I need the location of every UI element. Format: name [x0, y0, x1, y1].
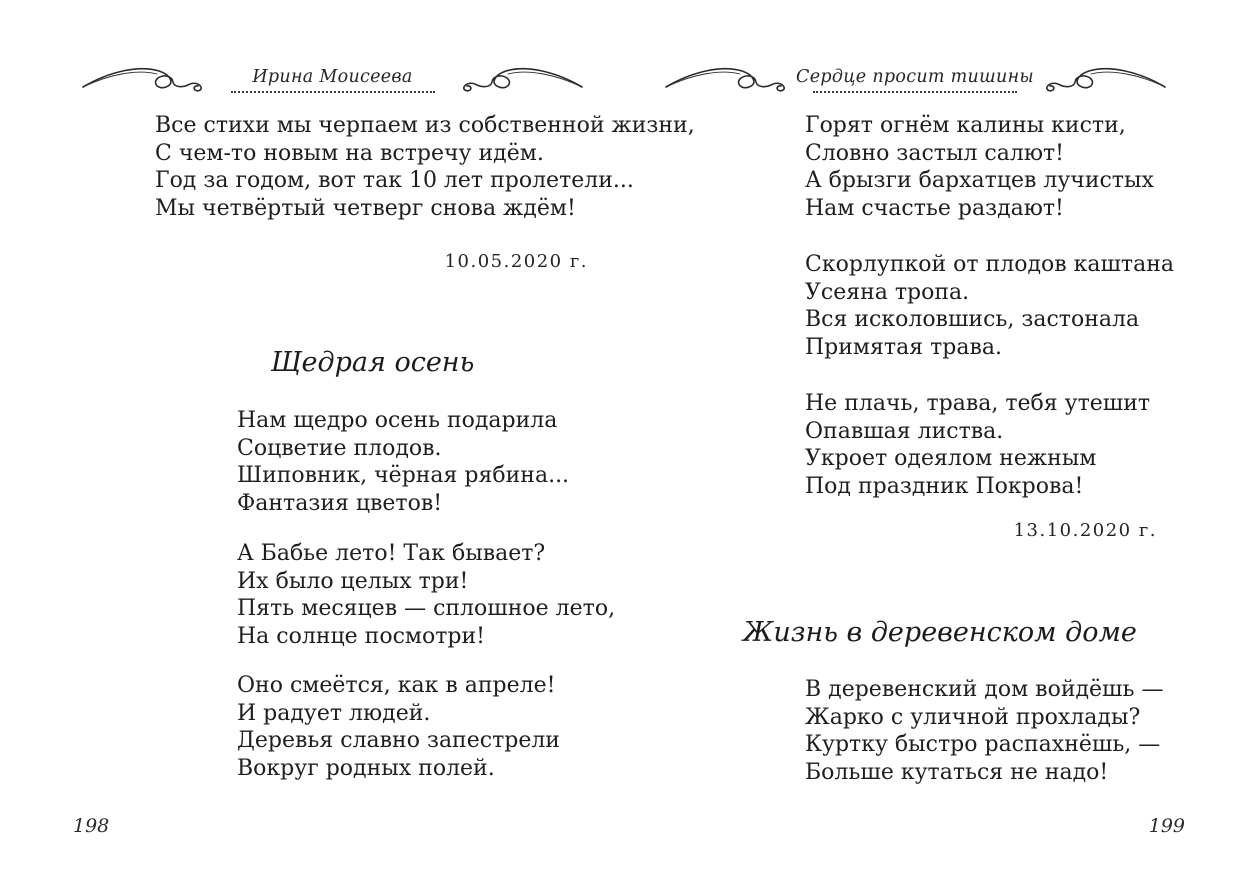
poem-line: Словно застыл салют!: [805, 140, 1065, 166]
flourish-left-icon: [80, 60, 215, 98]
poem-line: Больше кутаться не надо!: [805, 759, 1109, 785]
flourish-left-icon: [663, 60, 798, 98]
poem-line: В деревенский дом войдёшь —: [805, 677, 1164, 702]
poem-line: Скорлупкой от плодов каштана: [805, 252, 1174, 277]
dotted-rule: [813, 91, 1017, 93]
poem-line: На солнце посмотри!: [237, 623, 486, 649]
poem-title-zhizn-v-derevenskom-dome: Жизнь в деревенском доме: [743, 617, 1137, 648]
left-header-center: [225, 66, 440, 93]
poem-line: А брызги бархатцев лучистых: [805, 168, 1154, 194]
poem-line: Вокруг родных полей.: [237, 755, 495, 781]
poem-title-shchedraya-osen: Щедрая осень: [270, 347, 475, 378]
poem-line: Жарко с уличной прохлады?: [805, 704, 1141, 730]
poem-line: Пять месяцев — сплошное лето,: [237, 596, 616, 622]
stanza: [805, 390, 1150, 500]
stanza: [805, 251, 1174, 361]
poem-line: Куртку быстро распахнёшь, —: [805, 732, 1161, 758]
poem-line: Нам щедро осень подарила: [237, 408, 558, 433]
poem-line: Опавшая листва.: [805, 418, 1004, 444]
poem-line: Не плачь, трава, тебя утешит: [805, 391, 1151, 416]
poem-line: Под праздник Покрова!: [805, 473, 1084, 499]
poem-line: Все стихи мы черпаем из собственной жизни,: [155, 113, 695, 138]
stanza: [237, 540, 615, 650]
stanza: [237, 672, 560, 782]
poem-date: 10.05.2020 г.: [444, 251, 588, 272]
poem-line: Деревья славно запестрели: [237, 728, 560, 754]
right-running-header: [660, 60, 1170, 98]
stanza: [805, 112, 1154, 222]
left-running-header: [75, 60, 590, 98]
poem-line: Горят огнём калины кисти,: [805, 113, 1126, 138]
author-running-header: Ирина Моисеева: [252, 66, 413, 87]
poem-line: Их было целых три!: [237, 568, 469, 594]
poem-line: Усеяна тропа.: [805, 279, 970, 305]
page-number-left: 198: [73, 815, 110, 837]
poem-line: Фантазия цветов!: [237, 490, 443, 516]
poem-line: Шиповник, чёрная рябина...: [237, 463, 570, 489]
poem-line: Оно смеётся, как в апреле!: [237, 673, 556, 698]
poem-line: Мы четвёртый четверг снова ждём!: [155, 195, 576, 221]
poem-line: Примятая трава.: [805, 334, 1002, 360]
flourish-right-icon: [450, 60, 585, 98]
poem-line: Вся исколовшись, застонала: [805, 307, 1140, 333]
flourish-right-icon: [1033, 60, 1168, 98]
poem-ending-stanza: [155, 112, 695, 222]
poem-date: 13.10.2020 г.: [1013, 520, 1157, 541]
book-title-running-header: Сердце просит тишины: [796, 66, 1034, 87]
poem-line: Нам счастье раздают!: [805, 195, 1064, 221]
poem-line: Укроет одеялом нежным: [805, 446, 1097, 472]
poem-line: С чем-то новым на встречу идём.: [155, 140, 544, 166]
poem-line: А Бабье лето! Так бывает?: [237, 541, 546, 566]
poem-line: Год за годом, вот так 10 лет пролетели...: [155, 168, 634, 194]
stanza: [237, 407, 569, 517]
stanza: [805, 676, 1163, 786]
right-header-center: [796, 66, 1034, 93]
page-number-right: 199: [1148, 815, 1185, 837]
poem-line: Соцветие плодов.: [237, 435, 442, 461]
dotted-rule: [231, 91, 435, 93]
poem-line: И радует людей.: [237, 700, 431, 726]
